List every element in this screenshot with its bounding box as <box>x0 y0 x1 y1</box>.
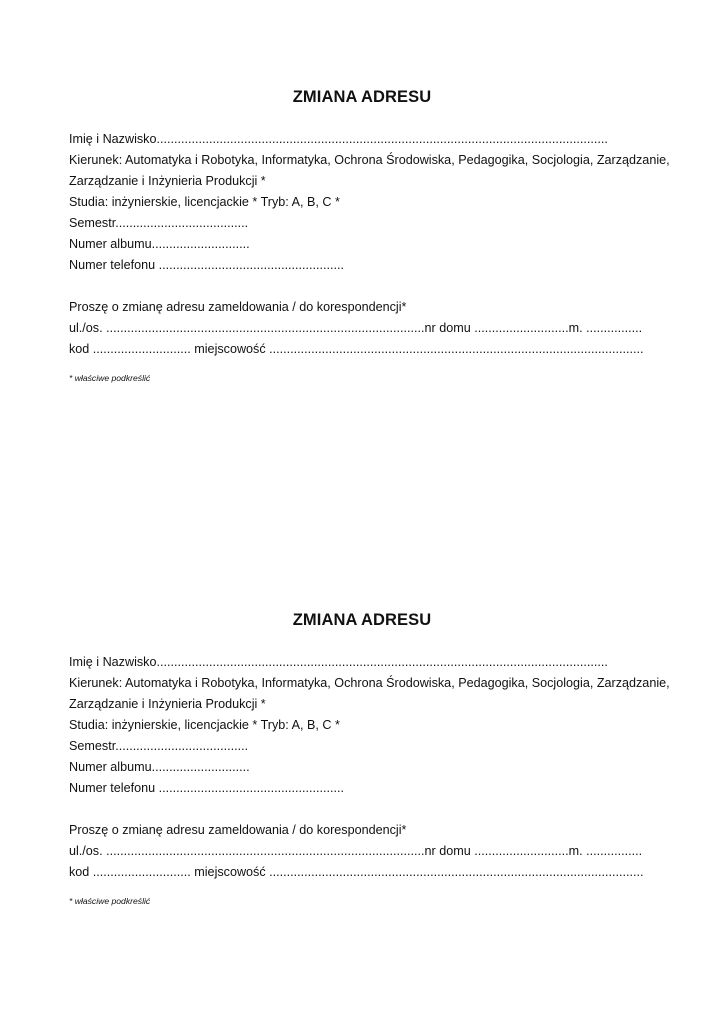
spacer <box>69 799 669 820</box>
studies-type-field: Studia: inżynierskie, licencjackie * Tryb: A, B, C * <box>69 195 340 209</box>
request-text: Proszę o zmianę adresu zameldowania / do korespondencji* <box>69 300 407 314</box>
street-address-field: ul./os. ...........................................................................................nr domu ...........................m. ................ <box>69 321 643 335</box>
address-change-form-1 <box>69 88 669 383</box>
postal-city-field: kod ............................ miejscowość ........................................................................................................... <box>69 342 644 356</box>
field-of-study-line-2: Zarządzanie i Inżynieria Produkcji * <box>69 697 266 711</box>
field-of-study-line-2: Zarządzanie i Inżynieria Produkcji * <box>69 174 266 188</box>
field-of-study-line-1: Kierunek: Automatyka i Robotyka, Informatyka, Ochrona Środowiska, Pedagogika, Socjologia, Zarządzanie, <box>69 153 670 167</box>
name-field: Imię i Nazwisko................................................................................................................................. <box>69 132 608 146</box>
phone-number-field: Numer telefonu ..................................................... <box>69 258 345 272</box>
request-text: Proszę o zmianę adresu zameldowania / do korespondencji* <box>69 823 407 837</box>
name-field: Imię i Nazwisko................................................................................................................................. <box>69 655 608 669</box>
studies-type-field: Studia: inżynierskie, licencjackie * Tryb: A, B, C * <box>69 718 340 732</box>
spacer <box>69 276 669 297</box>
field-of-study-line-1: Kierunek: Automatyka i Robotyka, Informatyka, Ochrona Środowiska, Pedagogika, Socjologia, Zarządzanie, <box>69 676 670 690</box>
phone-number-field: Numer telefonu ..................................................... <box>69 781 345 795</box>
address-change-form-2 <box>69 611 669 906</box>
album-number-field: Numer albumu............................ <box>69 760 250 774</box>
footnote: * właściwe podkreślić <box>69 896 151 906</box>
form-title: ZMIANA ADRESU <box>292 88 432 106</box>
street-address-field: ul./os. ...........................................................................................nr domu ...........................m. ................ <box>69 844 643 858</box>
album-number-field: Numer albumu............................ <box>69 237 250 251</box>
footnote: * właściwe podkreślić <box>69 373 151 383</box>
postal-city-field: kod ............................ miejscowość ........................................................................................................... <box>69 865 644 879</box>
semester-field: Semestr...................................... <box>69 216 249 230</box>
semester-field: Semestr...................................... <box>69 739 249 753</box>
form-title: ZMIANA ADRESU <box>292 611 432 629</box>
